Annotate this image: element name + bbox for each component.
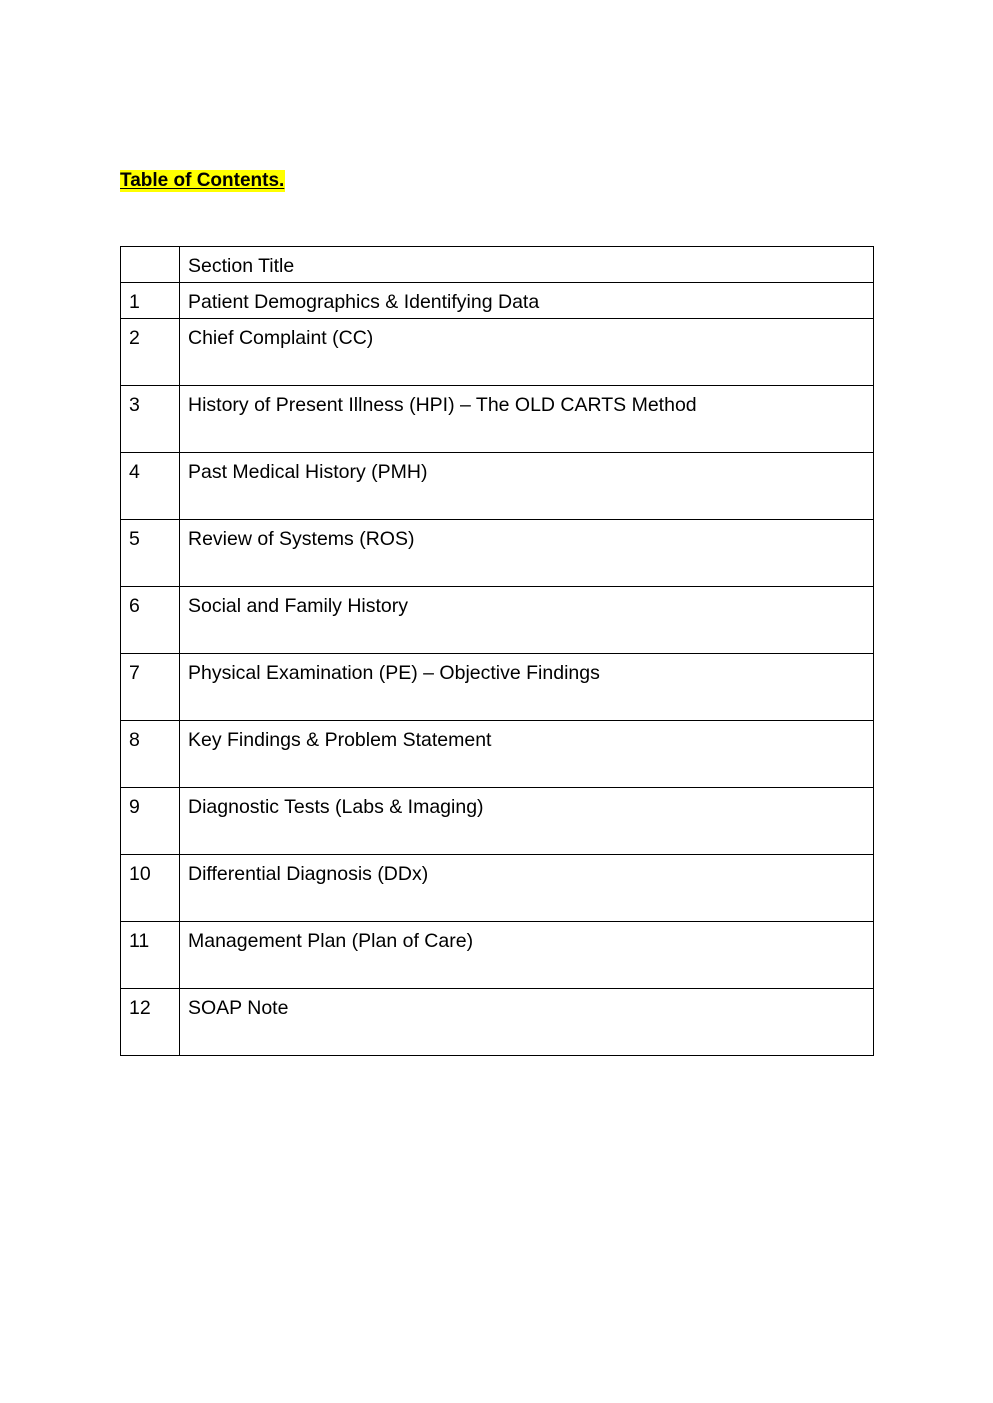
toc-row-number: 8 xyxy=(121,721,180,788)
toc-row-number: 9 xyxy=(121,788,180,855)
toc-row xyxy=(121,788,874,855)
toc-row-number: 11 xyxy=(121,922,180,989)
toc-heading xyxy=(120,167,285,194)
toc-row xyxy=(121,855,874,922)
toc-row xyxy=(121,587,874,654)
toc-row xyxy=(121,721,874,788)
toc-row-title: Social and Family History xyxy=(180,587,874,654)
toc-row xyxy=(121,386,874,453)
toc-row xyxy=(121,283,874,319)
toc-row-number: 12 xyxy=(121,989,180,1056)
toc-row-title: Chief Complaint (CC) xyxy=(180,319,874,386)
toc-row-number: 7 xyxy=(121,654,180,721)
toc-row-title: Differential Diagnosis (DDx) xyxy=(180,855,874,922)
toc-row xyxy=(121,989,874,1056)
toc-row-title: SOAP Note xyxy=(180,989,874,1056)
toc-row xyxy=(121,319,874,386)
toc-row-number: 6 xyxy=(121,587,180,654)
toc-row-number: 10 xyxy=(121,855,180,922)
toc-header-row xyxy=(121,247,874,283)
toc-table xyxy=(120,246,874,1056)
toc-row-number: 5 xyxy=(121,520,180,587)
toc-row-title: Past Medical History (PMH) xyxy=(180,453,874,520)
toc-row-number: 3 xyxy=(121,386,180,453)
toc-row-title: Diagnostic Tests (Labs & Imaging) xyxy=(180,788,874,855)
toc-row-title: Patient Demographics & Identifying Data xyxy=(180,283,874,319)
toc-row-title: Review of Systems (ROS) xyxy=(180,520,874,587)
toc-row xyxy=(121,520,874,587)
toc-header-number-cell xyxy=(121,247,180,283)
toc-row xyxy=(121,922,874,989)
toc-row-title: Management Plan (Plan of Care) xyxy=(180,922,874,989)
toc-row-title: Key Findings & Problem Statement xyxy=(180,721,874,788)
toc-row-title: Physical Examination (PE) – Objective Findings xyxy=(180,654,874,721)
toc-row-number: 1 xyxy=(121,283,180,319)
toc-header-title-cell: Section Title xyxy=(180,247,874,283)
toc-row xyxy=(121,654,874,721)
toc-row-number: 4 xyxy=(121,453,180,520)
toc-row-title: History of Present Illness (HPI) – The OLD CARTS Method xyxy=(180,386,874,453)
toc-row-number: 2 xyxy=(121,319,180,386)
toc-heading-text: Table of Contents. xyxy=(120,170,285,191)
toc-row xyxy=(121,453,874,520)
